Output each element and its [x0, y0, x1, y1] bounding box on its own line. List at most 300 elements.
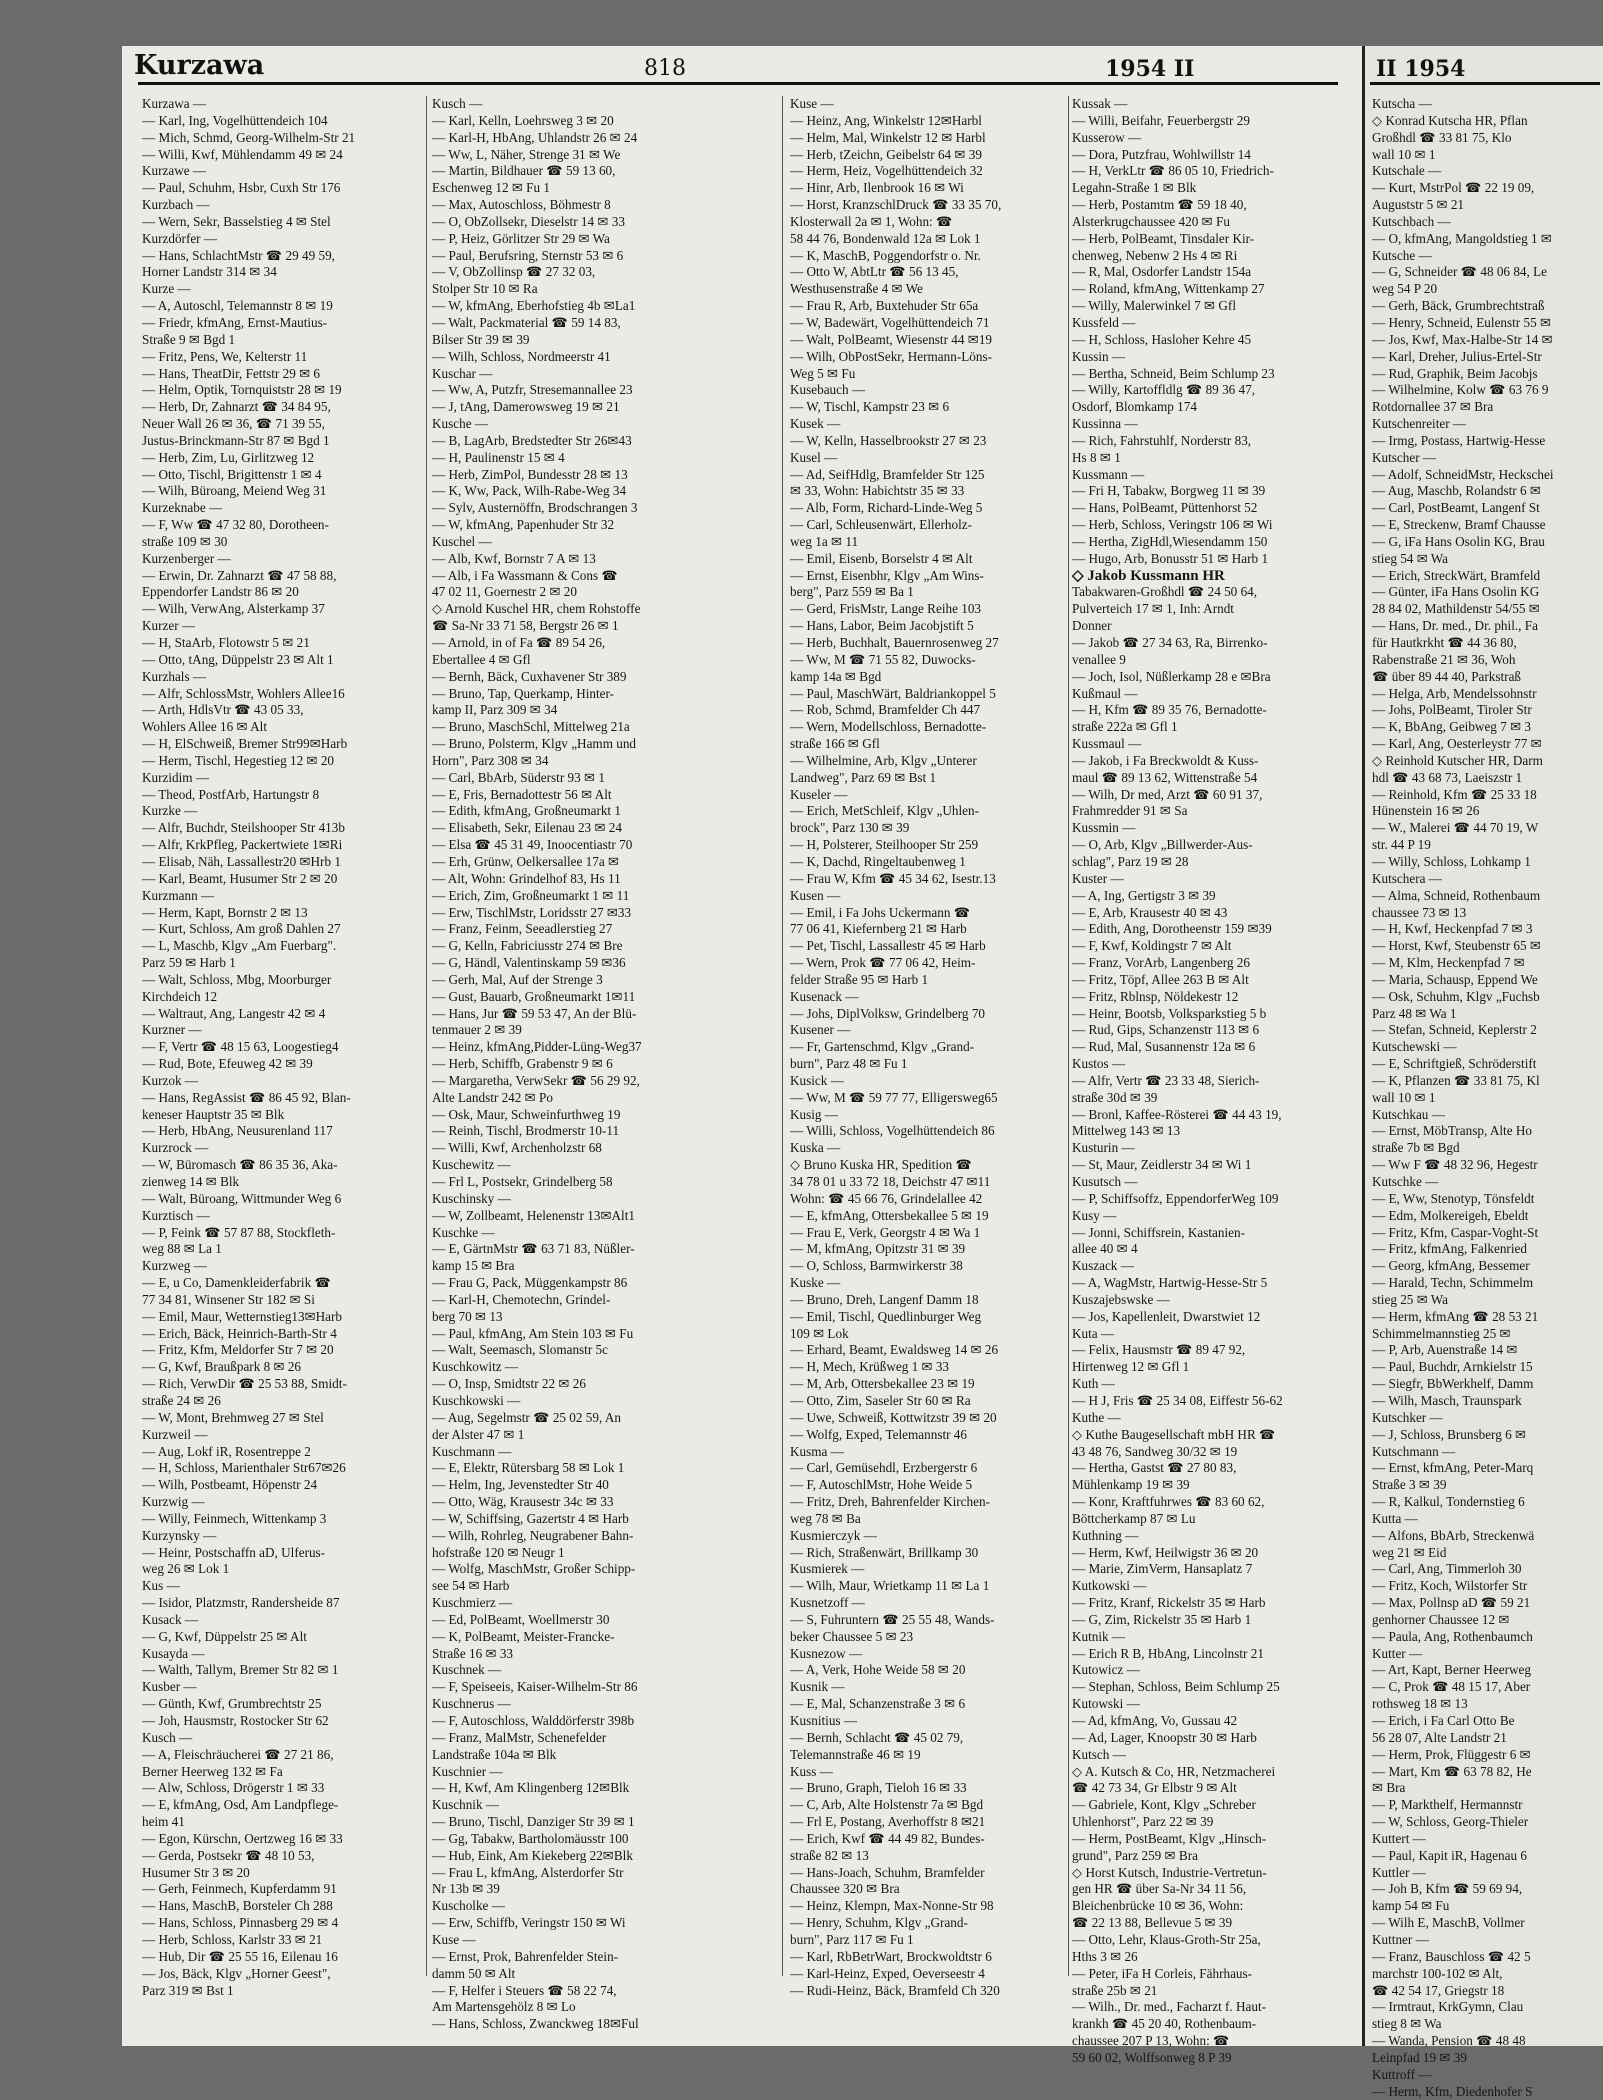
directory-entry: — E, kfmAng, Ottersbekallee 5 ✉ 19 [790, 1207, 989, 1223]
directory-entry: Parz 48 ✉ Wa 1 [1372, 1005, 1457, 1021]
directory-entry: — Carl, PostBeamt, Langenf St [1372, 500, 1540, 516]
directory-entry: Nr 13b ✉ 39 [432, 1881, 500, 1897]
directory-entry: — K, Dachd, Ringeltaubenweg 1 [790, 853, 966, 869]
directory-entry: — Jakob, i Fa Breckwoldt & Kuss- [1072, 752, 1259, 768]
directory-entry: — E, Mal, Schanzenstraße 3 ✉ 6 [790, 1696, 966, 1712]
directory-entry: Kurzweil — [142, 1426, 208, 1442]
directory-entry: — Herm, Prok, Flüggestr 6 ✉ [1372, 1746, 1531, 1762]
directory-entry: — Ed, PolBeamt, Woellmerstr 30 [432, 1611, 610, 1627]
directory-entry: — Willi, Beifahr, Feuerbergstr 29 [1072, 112, 1250, 128]
directory-entry: für Hautkrkht ☎ 44 36 80, [1372, 635, 1517, 650]
directory-entry: — Wilh, Maur, Wrietkamp 11 ✉ La 1 [790, 1578, 990, 1594]
directory-entry: Kutsch — [1072, 1746, 1126, 1762]
directory-entry: — Art, Kapt, Berner Heerweg [1372, 1662, 1531, 1678]
directory-entry: — Wanda, Pension ☎ 48 48 [1372, 2033, 1526, 2049]
directory-entry: Parz 319 ✉ Bst 1 [142, 1982, 234, 1998]
directory-entry: — Willy, Kartoffldlg ☎ 89 36 47, [1072, 382, 1256, 398]
directory-entry: — Wilh, Rohrleg, Neugrabener Bahn- [432, 1527, 634, 1543]
directory-entry: — Sylv, Austernöffn, Brodschrangen 3 [432, 500, 638, 516]
directory-entry: Kuseler — [790, 786, 848, 802]
directory-entry: — Alfr, SchlossMstr, Wohlers Allee16 [142, 685, 345, 701]
directory-entry: — Herm, Kapt, Bornstr 2 ✉ 13 [142, 904, 308, 920]
directory-entry: — Paul, kfmAng, Am Stein 103 ✉ Fu [432, 1325, 634, 1341]
directory-entry: — Karl-Heinz, Exped, Oeverseestr 4 [790, 1965, 985, 1981]
directory-entry: venallee 9 [1072, 651, 1126, 667]
directory-entry: Kuschke — [432, 1224, 495, 1240]
directory-entry: Klosterwall 2a ✉ 1, Wohn: ☎ [790, 213, 953, 229]
directory-entry: felder Straße 95 ✉ Harb 1 [790, 971, 929, 987]
directory-entry: — Ad, Lager, Knoopstr 30 ✉ Harb [1072, 1729, 1257, 1745]
directory-entry: — Hertha, ZigHdl,Wiesendamm 150 [1072, 533, 1268, 549]
directory-entry: Rotdornallee 37 ✉ Bra [1372, 399, 1494, 415]
directory-entry: — M, kfmAng, Opitzstr 31 ✉ 39 [790, 1241, 966, 1257]
directory-entry: — Erich, Bäck, Heinrich-Barth-Str 4 [142, 1325, 337, 1341]
directory-entry: — Frau W, Kfm ☎ 45 34 62, Isestr.13 [790, 870, 996, 886]
directory-entry: rothsweg 18 ✉ 13 [1372, 1696, 1468, 1712]
directory-entry: Kuta — [1072, 1325, 1115, 1341]
directory-entry: — W, Tischl, Kampstr 23 ✉ 6 [790, 399, 950, 415]
directory-entry: Pulverteich 17 ✉ 1, Inh: Arndt [1072, 601, 1234, 617]
directory-entry: hdl ☎ 43 68 73, Laeiszstr 1 [1372, 769, 1523, 785]
directory-entry: Kurzwig — [142, 1494, 205, 1510]
directory-entry: — Ernst, kfmAng, Peter-Marq [1372, 1460, 1534, 1476]
directory-entry: Wohlers Allee 16 ✉ Alt [142, 719, 267, 735]
directory-entry: — Willi, Kwf, Archenholzstr 68 [432, 1140, 602, 1156]
directory-entry: — W, Zollbeamt, Helenenstr 13✉Alt1 [432, 1207, 635, 1223]
directory-entry: — Alb, Kwf, Bornstr 7 A ✉ 13 [432, 550, 596, 566]
directory-entry: — W, Büromasch ☎ 86 35 36, Aka- [142, 1157, 338, 1173]
directory-entry: — Wilh, ObPostSekr, Hermann-Löns- [790, 348, 992, 364]
directory-entry: — St, Maur, Zeidlerstr 34 ✉ Wi 1 [1072, 1157, 1252, 1173]
directory-entry: — Wilh, Schloss, Nordmeerstr 41 [432, 348, 611, 364]
directory-entry: — Emil, Tischl, Quedlinburger Weg [790, 1308, 982, 1324]
directory-entry: — Carl, Gemüsehdl, Erzbergerstr 6 [790, 1460, 978, 1476]
directory-entry: — Herb, Schiffb, Grabenstr 9 ✉ 6 [432, 1056, 613, 1072]
directory-entry: — Wilh, Dr med, Arzt ☎ 60 91 37, [1072, 786, 1263, 802]
directory-entry: ◇ Jakob Kussmann HR [1072, 567, 1225, 584]
directory-entry: — Rud, Mal, Susannenstr 12a ✉ 6 [1072, 1039, 1256, 1055]
directory-entry: — Erich, Zim, Großneumarkt 1 ✉ 11 [432, 887, 630, 903]
directory-entry: — E, Schriftgieß, Schröderstift [1372, 1056, 1537, 1072]
directory-entry: — Hans, TheatDir, Fettstr 29 ✉ 6 [142, 365, 321, 381]
directory-entry: — Fr, Gartenschmd, Klgv „Grand- [790, 1039, 975, 1055]
directory-entry: Mühlenkamp 19 ✉ 39 [1072, 1477, 1190, 1493]
directory-entry: Parz 59 ✉ Harb 1 [142, 955, 236, 971]
directory-entry: keneser Hauptstr 35 ✉ Blk [142, 1106, 285, 1122]
directory-entry: — Jonni, Schiffsrein, Kastanien- [1072, 1224, 1245, 1240]
directory-entry: chaussee 207 P 13, Wohn: ☎ [1072, 2033, 1230, 2049]
directory-entry: — Henry, Schuhm, Klgv „Grand- [790, 1915, 968, 1931]
directory-entry: — Bruno, Polsterm, Klgv „Hamm und [432, 736, 637, 752]
directory-entry: — G, Kelln, Fabriciusstr 274 ✉ Bre [432, 938, 623, 954]
directory-entry: — Fritz, Rblnsp, Nöldekestr 12 [1072, 988, 1239, 1004]
directory-entry: — G, Schneider ☎ 48 06 84, Le [1372, 264, 1548, 280]
directory-entry: Kusch — [142, 1729, 193, 1745]
directory-entry: allee 40 ✉ 4 [1072, 1241, 1138, 1257]
directory-entry: — Günth, Kwf, Grumbrechtstr 25 [142, 1696, 322, 1712]
directory-entry: Kuska — [790, 1140, 841, 1156]
directory-entry: — Hans, SchlachtMstr ☎ 29 49 59, [142, 247, 335, 263]
directory-entry: — Karl, Ang, Oesterleystr 77 ✉ [1372, 736, 1542, 752]
directory-entry: Uhlenhorst", Parz 22 ✉ 39 [1072, 1814, 1214, 1830]
directory-entry: Kuth — [1072, 1376, 1115, 1392]
directory-entry: — Ernst, Prok, Bahrenfelder Stein- [432, 1948, 619, 1964]
directory-entry: 77 06 41, Kiefernberg 21 ✉ Harb [790, 921, 967, 937]
directory-entry: — Herb, Dr, Zahnarzt ☎ 34 84 95, [142, 399, 331, 415]
directory-entry: — Herm, kfmAng ☎ 28 53 21 [1372, 1308, 1539, 1324]
directory-entry: hofstraße 120 ✉ Neugr 1 [432, 1544, 565, 1560]
directory-entry: — Herm, Kwf, Heilwigstr 36 ✉ 20 [1072, 1544, 1259, 1560]
directory-entry: — P, Feink ☎ 57 87 88, Stockfleth- [142, 1224, 336, 1240]
directory-entry: weg 26 ✉ Lok 1 [142, 1561, 230, 1577]
directory-entry: Kuthe — [1072, 1409, 1121, 1425]
directory-entry: see 54 ✉ Harb [432, 1578, 510, 1594]
directory-entry: — Karl, Dreher, Julius-Ertel-Str [1372, 348, 1542, 364]
directory-entry: straße 24 ✉ 26 [142, 1392, 221, 1408]
directory-entry: Kurze — [142, 281, 191, 297]
directory-entry: ✉ 33, Wohn: Habichtstr 35 ✉ 33 [790, 483, 965, 499]
directory-entry: — E, Ww, Stenotyp, Tönsfeldt [1372, 1190, 1535, 1206]
directory-entry: Kuschnier — [432, 1763, 503, 1779]
directory-entry: — Fritz, Kranf, Rickelstr 35 ✉ Harb [1072, 1595, 1266, 1611]
directory-entry: — H, Kfm ☎ 89 35 76, Bernadotte- [1072, 702, 1267, 718]
directory-entry: Eschenweg 12 ✉ Fu 1 [432, 180, 550, 196]
directory-entry: Kutschmann — [1372, 1443, 1456, 1459]
directory-entry: Kusel — [790, 449, 838, 465]
directory-entry: — Kurt, MstrPol ☎ 22 19 09, [1372, 180, 1535, 196]
directory-entry: Alsterkrugchaussee 420 ✉ Fu [1072, 213, 1230, 229]
directory-entry: Kuszajebswske — [1072, 1291, 1170, 1307]
directory-entry: — Wern, Modellschloss, Bernadotte- [790, 719, 987, 735]
directory-entry: — Rud, Graphik, Beim Jacobjs [1372, 365, 1538, 381]
column-1 [142, 96, 418, 1996]
directory-entry: — Fritz, Pens, We, Kelterstr 11 [142, 348, 308, 364]
directory-entry: — Herm, Heiz, Vogelhüttendeich 32 [790, 163, 983, 179]
directory-entry: — Erich, MetSchleif, Klgv „Uhlen- [790, 803, 979, 819]
directory-entry: — Erich, StreckWärt, Bramfeld [1372, 567, 1541, 583]
directory-entry: — Gg, Tabakw, Bartholomäusstr 100 [432, 1830, 629, 1846]
directory-entry: — Uwe, Schweiß, Kottwitzstr 39 ✉ 20 [790, 1409, 997, 1425]
directory-entry: — Max, Autoschloss, Böhmestr 8 [432, 197, 611, 213]
directory-entry: — O, Schloss, Barmwirkerstr 38 [790, 1258, 963, 1274]
directory-entry: — Elisab, Näh, Lassallestr20 ✉Hrb 1 [142, 853, 341, 869]
directory-entry: — M, Klm, Heckenpfad 7 ✉ [1372, 955, 1525, 971]
directory-entry: — C, Prok ☎ 48 15 17, Aber [1372, 1679, 1531, 1695]
directory-entry: 56 28 07, Alte Landstr 21 [1372, 1729, 1507, 1745]
directory-entry: — Franz, MalMstr, Schenefelder [432, 1729, 607, 1745]
directory-entry: — Marie, ZimVerm, Hansaplatz 7 [1072, 1561, 1253, 1577]
directory-entry: straße 7b ✉ Bgd [1372, 1140, 1460, 1156]
directory-entry: Großhdl ☎ 33 81 75, Klo [1372, 129, 1512, 145]
directory-entry: Osdorf, Blomkamp 174 [1072, 399, 1197, 415]
directory-entry: Kussinna — [1072, 416, 1138, 432]
directory-entry: — Hertha, Gastst ☎ 27 80 83, [1072, 1460, 1237, 1476]
directory-entry: — J, Schloss, Brunsberg 6 ✉ [1372, 1426, 1527, 1442]
directory-entry: Kussmann — [1072, 466, 1145, 482]
directory-entry: — Rob, Schmd, Bramfelder Ch 447 [790, 702, 981, 718]
directory-entry: straße 25b ✉ 21 [1072, 1982, 1158, 1998]
directory-entry: wall 10 ✉ 1 [1372, 146, 1436, 162]
directory-entry: — W, Mont, Brehmweg 27 ✉ Stel [142, 1409, 324, 1425]
directory-entry: — Herb, Buchhalt, Bauernrosenweg 27 [790, 635, 999, 650]
directory-entry: — Stephan, Schloss, Beim Schlump 25 [1072, 1679, 1280, 1695]
directory-entry: chenweg, Nebenw 2 Hs 4 ✉ Ri [1072, 247, 1238, 263]
directory-entry: — Bruno, Graph, Tieloh 16 ✉ 33 [790, 1780, 967, 1796]
directory-entry: — W, Badewärt, Vogelhüttendeich 71 [790, 314, 990, 330]
directory-entry: Hünenstein 16 ✉ 26 [1372, 803, 1480, 819]
directory-entry: — Hans, Schloss, Zwanckweg 18✉Ful [432, 2016, 639, 2032]
directory-entry: Kusturin — [1072, 1140, 1135, 1156]
directory-entry: Kuttroff — [1372, 2066, 1432, 2082]
directory-entry: Kusick — [790, 1072, 844, 1088]
directory-entry: Horner Landstr 314 ✉ 34 [142, 264, 277, 280]
directory-entry: — Bruno, Tischl, Danziger Str 39 ✉ 1 [432, 1814, 635, 1830]
directory-entry: — P, Heiz, Görlitzer Str 29 ✉ Wa [432, 230, 610, 246]
directory-entry: Kusener — [790, 1022, 851, 1038]
directory-entry: Kusebauch — [790, 382, 866, 398]
directory-entry: — Rich, VerwDir ☎ 25 53 88, Smidt- [142, 1376, 347, 1392]
directory-entry: — Siegfr, BbWerkhelf, Damm [1372, 1376, 1534, 1392]
directory-entry: — H, Schloss, Marienthaler Str67✉26 [142, 1460, 346, 1476]
directory-entry: Westhusenstraße 4 ✉ We [790, 281, 923, 297]
directory-entry: Kusutsch — [1072, 1174, 1138, 1189]
directory-entry: Kusber — [142, 1679, 197, 1695]
directory-entry: Kusch — [432, 96, 483, 111]
directory-entry: Kusche — [432, 416, 489, 432]
directory-entry: kamp 54 ✉ Fu [1372, 1898, 1450, 1914]
directory-entry: — Hans, Labor, Beim Jacobjstift 5 [790, 618, 974, 634]
directory-entry: Donner [1072, 618, 1112, 634]
directory-entry: — Wern, Prok ☎ 77 06 42, Heim- [790, 955, 976, 971]
directory-entry: — C, Arb, Alte Holstenstr 7a ✉ Bgd [790, 1797, 984, 1813]
directory-entry: — F, Kwf, Koldingstr 7 ✉ Alt [1072, 938, 1232, 954]
directory-entry: — Walt, PolBeamt, Wiesenstr 44 ✉19 [790, 331, 993, 347]
directory-entry: Kutschale — [1372, 163, 1442, 179]
directory-entry: — Franz, Bauschloss ☎ 42 5 [1372, 1948, 1531, 1964]
directory-entry: weg 54 P 20 [1372, 281, 1438, 297]
directory-entry: — Roland, kfmAng, Wittenkamp 27 [1072, 281, 1265, 297]
directory-entry: — Walt, Seemasch, Slomanstr 5c [432, 1342, 608, 1358]
directory-entry: Kuse — [790, 96, 834, 111]
directory-entry: Kurzmann — [142, 887, 215, 903]
directory-entry: — B, LagArb, Bredstedter Str 26✉43 [432, 432, 632, 448]
directory-entry: — Reinh, Tischl, Brodmerstr 10-11 [432, 1123, 620, 1139]
directory-entry: — Joh, Hausmstr, Rostocker Str 62 [142, 1713, 329, 1728]
directory-entry: — Paul, Schuhm, Hsbr, Cuxh Str 176 [142, 180, 341, 196]
directory-entry: — Herm, Kfm, Diedenhofer S [1372, 2083, 1533, 2099]
directory-entry: — Wilhelmine, Arb, Klgv „Unterer [790, 752, 977, 768]
directory-entry: — Gust, Bauarb, Großneumarkt 1✉11 [432, 988, 636, 1004]
directory-entry: — H, ElSchweiß, Bremer Str99✉Harb [142, 736, 348, 752]
directory-entry: — H J, Fris ☎ 25 34 08, Eiffestr 56-62 [1072, 1392, 1283, 1408]
right-page-header: II 1954 [1376, 56, 1466, 82]
directory-entry: — Osk, Schuhm, Klgv „Fuchsb [1372, 988, 1540, 1004]
directory-entry: Kusig — [790, 1106, 838, 1122]
directory-entry: ◇ Reinhold Kutscher HR, Darm [1372, 752, 1543, 768]
directory-entry: — K, PolBeamt, Meister-Francke- [432, 1628, 615, 1644]
directory-entry: straße 82 ✉ 13 [790, 1847, 869, 1863]
directory-entry: — Herb, PolBeamt, Tinsdaler Kir- [1072, 230, 1255, 246]
directory-entry: weg 78 ✉ Ba [790, 1510, 861, 1526]
directory-entry: — Fritz, kfmAng, Falkenried [1372, 1241, 1527, 1257]
directory-entry: Kuss — [790, 1763, 833, 1779]
directory-entry: — Hans, Schloss, Pinnasberg 29 ✉ 4 [142, 1915, 339, 1931]
directory-entry: — Friedr, kfmAng, Ernst-Mautius- [142, 314, 328, 330]
directory-entry: — L, Maschb, Klgv „Am Fuerbarg". [142, 938, 337, 954]
directory-entry: Kurzke — [142, 803, 198, 819]
directory-entry: — Alb, Form, Richard-Linde-Weg 5 [790, 500, 983, 516]
directory-entry: Kutschbach — [1372, 213, 1451, 229]
directory-entry: Kurzbach — [142, 197, 210, 213]
directory-entry: der Alster 47 ✉ 1 [432, 1426, 525, 1442]
directory-entry: — Edith, kfmAng, Großneumarkt 1 [432, 803, 621, 819]
directory-entry: — Heinr, Postschaffn aD, Ulferus- [142, 1544, 326, 1560]
directory-entry: Kurzok — [142, 1072, 199, 1088]
directory-entry: Justus-Brinckmann-Str 87 ✉ Bgd 1 [142, 432, 330, 448]
directory-entry: — Fritz, Koch, Wilstorfer Str [1372, 1578, 1528, 1594]
directory-entry: — G, Kwf, Braußpark 8 ✉ 26 [142, 1359, 302, 1375]
directory-entry: — Fritz, Kfm, Caspar-Voght-St [1372, 1224, 1539, 1240]
directory-entry: — Georg, kfmAng, Bessemer [1372, 1258, 1530, 1274]
directory-entry: — Joch, Isol, Nüßlerkamp 28 e ✉Bra [1072, 668, 1271, 684]
directory-entry: — Egon, Kürschn, Oertzweg 16 ✉ 33 [142, 1830, 343, 1846]
directory-entry: — E, kfmAng, Osd, Am Landpflege- [142, 1797, 339, 1813]
directory-entry: maul ☎ 89 13 62, Wittenstraße 54 [1072, 769, 1258, 785]
directory-entry: straße 109 ✉ 30 [142, 533, 228, 549]
directory-entry: — Bernh, Bäck, Cuxhavener Str 389 [432, 668, 627, 684]
directory-entry: ◇ Konrad Kutscha HR, Pflan [1372, 112, 1528, 128]
directory-entry: Mittelweg 143 ✉ 13 [1072, 1123, 1181, 1139]
directory-entry: Kutschera — [1372, 870, 1442, 886]
directory-entry: — Helm, Optik, Tornquiststr 28 ✉ 19 [142, 382, 342, 398]
directory-entry: — Waltraut, Ang, Langestr 42 ✉ 4 [142, 1005, 326, 1021]
directory-entry: — Gabriele, Kont, Klgv „Schreber [1072, 1797, 1256, 1813]
directory-entry: — Maria, Schausp, Eppend We [1372, 971, 1538, 987]
directory-entry: — E, Streckenw, Bramf Chausse [1372, 517, 1546, 533]
directory-entry: Kuschinsky — [432, 1190, 511, 1206]
directory-entry: — P, Markthelf, Hermannstr [1372, 1797, 1523, 1813]
directory-entry: — Frau E, Verk, Georgstr 4 ✉ Wa 1 [790, 1224, 981, 1240]
directory-entry: Kuscholke — [432, 1898, 505, 1914]
directory-entry: — Stefan, Schneid, Keplerstr 2 [1372, 1022, 1537, 1038]
directory-entry: — Emil, Eisenb, Borselstr 4 ✉ Alt [790, 550, 973, 566]
directory-entry: — Carl, BbArb, Süderstr 93 ✉ 1 [432, 769, 605, 785]
directory-entry: Kuthning — [1072, 1527, 1139, 1543]
directory-entry: — W., Malerei ☎ 44 70 19, W [1372, 820, 1539, 836]
directory-entry: stieg 8 ✉ Wa [1372, 2016, 1442, 2032]
directory-entry: — Heinz, Ang, Winkelstr 12✉Harbl [790, 112, 982, 128]
directory-entry: — Wilh, VerwAng, Alsterkamp 37 [142, 601, 325, 617]
directory-entry: — K, MaschB, Poggendorfstr o. Nr. [790, 247, 981, 263]
directory-entry: — Frau L, kfmAng, Alsterdorfer Str [432, 1864, 624, 1880]
directory-entry: — Karl, Beamt, Husumer Str 2 ✉ 20 [142, 870, 338, 886]
directory-entry: Hirtenweg 12 ✉ Gfl 1 [1072, 1359, 1190, 1375]
directory-entry: — Frau R, Arb, Buxtehuder Str 65a [790, 298, 979, 314]
directory-entry: — Paul, Buchdr, Arnkielstr 15 [1372, 1359, 1533, 1375]
directory-entry: Kurzer — [142, 618, 196, 634]
directory-entry: — A, Verk, Hohe Weide 58 ✉ 20 [790, 1662, 966, 1678]
directory-entry: — Horst, Kwf, Steubenstr 65 ✉ [1372, 938, 1541, 954]
directory-entry: Kusayda — [142, 1645, 205, 1661]
directory-entry: burn", Parz 117 ✉ Fu 1 [790, 1931, 914, 1947]
directory-entry: — Jos, Kwf, Max-Halbe-Str 14 ✉ [1372, 331, 1553, 347]
directory-entry: — Arnold, in of Fa ☎ 89 54 26, [432, 635, 606, 650]
directory-entry: weg 1a ✉ 11 [790, 533, 859, 549]
directory-entry: — H, Polsterer, Steilhooper Str 259 [790, 837, 979, 853]
directory-entry: Kurzrock — [142, 1140, 209, 1156]
directory-entry: Kuschar — [432, 365, 493, 381]
directory-entry: Kutschke — [1372, 1174, 1439, 1189]
directory-entry: — Alfr, Buchdr, Steilshooper Str 413b [142, 820, 345, 836]
directory-entry: Hths 3 ✉ 26 [1072, 1948, 1138, 1964]
directory-entry: — Bruno, Tap, Querkamp, Hinter- [432, 685, 615, 701]
directory-entry: — Reinhold, Kfm ☎ 25 33 18 [1372, 786, 1537, 802]
directory-entry: Berner Heerweg 132 ✉ Fa [142, 1763, 283, 1779]
directory-entry: Kutschker — [1372, 1409, 1443, 1425]
directory-entry: Kusmierczyk — [790, 1527, 877, 1543]
directory-entry: Kuschkowski — [432, 1392, 521, 1408]
directory-entry: — Alma, Schneid, Rothenbaum [1372, 887, 1541, 903]
directory-entry: 58 44 76, Bondenwald 12a ✉ Lok 1 [790, 230, 981, 246]
column-divider [426, 96, 427, 1976]
column-2 [432, 96, 708, 2032]
directory-entry: — Karl, Kelln, Loehrsweg 3 ✉ 20 [432, 112, 614, 128]
year-volume: 1954 II [1105, 56, 1195, 82]
directory-entry: Kusnetzoff — [790, 1595, 865, 1611]
column-divider [1068, 96, 1069, 1976]
directory-entry: 34 78 01 u 33 72 18, Deichstr 47 ✉11 [790, 1174, 991, 1189]
directory-entry: — O, Insp, Smidtstr 22 ✉ 26 [432, 1376, 586, 1392]
directory-entry: — E, GärtnMstr ☎ 63 71 83, Nüßler- [432, 1241, 635, 1257]
directory-entry: Kusnik — [790, 1679, 845, 1695]
directory-entry: straße 222a ✉ Gfl 1 [1072, 719, 1178, 735]
directory-entry: Kuske — [790, 1275, 841, 1291]
directory-entry: — Willy, Feinmech, Wittenkamp 3 [142, 1510, 327, 1526]
directory-entry: — W, Schiffsing, Gazertstr 4 ✉ Harb [432, 1510, 629, 1526]
directory-entry: — Jos, Bäck, Klgv „Horner Geest", [142, 1965, 331, 1981]
directory-entry: Kutta — [1372, 1510, 1418, 1526]
right-header-rule [1370, 82, 1600, 85]
directory-entry: Straße 9 ✉ Bgd 1 [142, 331, 236, 347]
column-divider [782, 96, 783, 1976]
directory-entry: — J, tAng, Damerowsweg 19 ✉ 21 [432, 399, 620, 415]
directory-entry: — Johs, PolBeamt, Tiroler Str [1372, 702, 1532, 718]
directory-entry: — Alt, Wohn: Grindelhof 83, Hs 11 [432, 870, 621, 886]
directory-entry: — Alb, i Fa Wassmann & Cons ☎ [432, 567, 618, 583]
directory-entry: — Horst, KranzschlDruck ☎ 33 35 70, [790, 197, 1002, 213]
directory-entry: — A, WagMstr, Hartwig-Hesse-Str 5 [1072, 1275, 1268, 1291]
directory-entry: — Hans-Joach, Schuhm, Bramfelder [790, 1864, 985, 1880]
directory-entry: Legahn-Straße 1 ✉ Blk [1072, 180, 1197, 196]
directory-entry: — Ad, kfmAng, Vo, Gussau 42 [1072, 1713, 1238, 1728]
column-5 [1372, 96, 1598, 2099]
directory-entry: — F, Vertr ☎ 48 15 63, Loogestieg4 [142, 1039, 339, 1055]
directory-entry: Kutschewski — [1372, 1039, 1457, 1055]
directory-entry: Kussak — [1072, 96, 1128, 111]
directory-entry: — Fritz, Kfm, Meldorfer Str 7 ✉ 20 [142, 1342, 334, 1358]
directory-entry: — Bruno, MaschSchl, Mittelweg 21a [432, 719, 630, 735]
directory-entry: Kuschnek — [432, 1662, 502, 1678]
directory-entry: — Walt, Packmaterial ☎ 59 14 83, [432, 314, 621, 330]
directory-entry: — Max, Pollnsp aD ☎ 59 21 [1372, 1595, 1531, 1611]
directory-entry: — H, Mech, Krüßweg 1 ✉ 33 [790, 1359, 950, 1375]
directory-entry: — Helm, Mal, Winkelstr 12 ✉ Harbl [790, 129, 986, 145]
directory-entry: — Wilhelmine, Kolw ☎ 63 76 9 [1372, 382, 1549, 398]
directory-entry: — E, Arb, Krausestr 40 ✉ 43 [1072, 904, 1228, 920]
directory-entry: — Helga, Arb, Mendelssohnstr [1372, 685, 1537, 701]
directory-entry: weg 88 ✉ La 1 [142, 1241, 222, 1257]
directory-entry: — Otto, Zim, Saseler Str 60 ✉ Ra [790, 1392, 971, 1408]
